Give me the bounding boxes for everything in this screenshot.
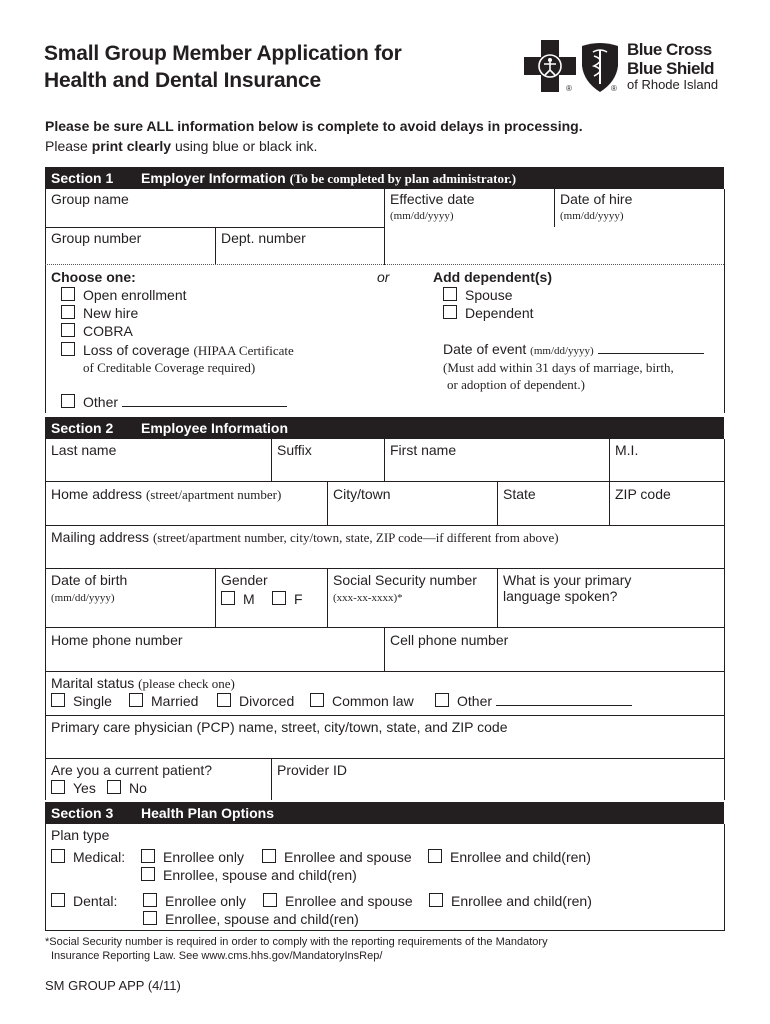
add-dependents-label: Add dependent(s) [433, 269, 552, 285]
loss-of-coverage-checkbox[interactable]: Loss of coverage (HIPAA Certificate [61, 342, 294, 359]
spouse-checkbox[interactable]: Spouse [443, 287, 512, 303]
state-field[interactable]: State [503, 486, 536, 502]
gender-f-checkbox[interactable]: F [272, 591, 303, 607]
or-label: or [377, 269, 390, 285]
date-of-event-field[interactable]: Date of event (mm/dd/yyyy) [443, 341, 704, 357]
ssn-hint: (xxx-xx-xxxx)* [333, 592, 403, 604]
gender-label: Gender [221, 572, 268, 588]
other-checkbox[interactable]: Other [61, 394, 287, 410]
medical-checkbox[interactable]: Medical: [51, 849, 125, 865]
hipaa-note: of Creditable Coverage required) [83, 360, 256, 375]
must-add-note-1: (Must add within 31 days of marriage, birth, [443, 360, 674, 375]
marital-divorced-checkbox[interactable]: Divorced [217, 693, 294, 709]
current-patient-yes-checkbox[interactable]: Yes [51, 780, 96, 796]
notice-complete: Please be sure ALL information below is complete to avoid delays in processing. [45, 118, 583, 134]
date-of-birth-field[interactable]: Date of birth [51, 572, 128, 588]
dental-enrollee-children-checkbox[interactable]: Enrollee and child(ren) [429, 893, 592, 909]
dental-enrollee-spouse-checkbox[interactable]: Enrollee and spouse [263, 893, 413, 909]
medical-enrollee-children-checkbox[interactable]: Enrollee and child(ren) [428, 849, 591, 865]
dept-number-field[interactable]: Dept. number [221, 230, 306, 246]
last-name-field[interactable]: Last name [51, 442, 117, 458]
marital-status-label: Marital status (please check one) [51, 675, 235, 691]
date-of-hire-hint: (mm/dd/yyyy) [560, 210, 624, 222]
suffix-field[interactable]: Suffix [277, 442, 312, 458]
provider-id-field[interactable]: Provider ID [277, 762, 348, 778]
dental-enrollee-spouse-children-checkbox[interactable]: Enrollee, spouse and child(ren) [143, 911, 359, 927]
marital-other-checkbox[interactable]: Other [435, 693, 632, 709]
form-title: Small Group Member Application for Health and Dental Insurance [44, 42, 402, 92]
registered-mark-2: ® [611, 84, 617, 93]
mailing-address-field[interactable]: Mailing address (street/apartment number, city/town, state, ZIP code—if different from above) [51, 529, 559, 545]
logo-wordmark: Blue Cross Blue Shield [627, 40, 715, 78]
logo-subtitle: of Rhode Island [627, 77, 719, 92]
mi-field[interactable]: M.I. [615, 442, 639, 458]
current-patient-label: Are you a current patient? [51, 762, 213, 778]
marital-single-checkbox[interactable]: Single [51, 693, 112, 709]
dependent-checkbox[interactable]: Dependent [443, 305, 534, 321]
first-name-field[interactable]: First name [390, 442, 457, 458]
medical-enrollee-spouse-checkbox[interactable]: Enrollee and spouse [262, 849, 412, 865]
must-add-note-2: or adoption of dependent.) [447, 377, 585, 392]
cobra-checkbox[interactable]: COBRA [61, 323, 133, 339]
dental-enrollee-only-checkbox[interactable]: Enrollee only [143, 893, 246, 909]
zip-code-field[interactable]: ZIP code [615, 486, 671, 502]
medical-enrollee-spouse-children-checkbox[interactable]: Enrollee, spouse and child(ren) [141, 867, 357, 883]
pcp-field[interactable]: Primary care physician (PCP) name, street, city/town, state, and ZIP code [51, 719, 508, 735]
form-id: SM GROUP APP (4/11) [45, 978, 181, 993]
plan-type-label: Plan type [51, 827, 110, 843]
effective-date-field[interactable]: Effective date [390, 191, 475, 207]
group-number-field[interactable]: Group number [51, 230, 142, 246]
group-name-field[interactable]: Group name [51, 191, 129, 207]
open-enrollment-checkbox[interactable]: Open enrollment [61, 287, 187, 303]
section3-header: Section 3 Health Plan Options [45, 802, 724, 824]
ssn-field[interactable]: Social Security number [333, 572, 477, 588]
marital-married-checkbox[interactable]: Married [129, 693, 198, 709]
section2-header: Section 2 Employee Information [45, 417, 724, 439]
home-phone-field[interactable]: Home phone number [51, 632, 183, 648]
city-town-field[interactable]: City/town [333, 486, 391, 502]
current-patient-no-checkbox[interactable]: No [107, 780, 147, 796]
home-address-field[interactable]: Home address (street/apartment number) [51, 486, 282, 502]
choose-one-label: Choose one: [51, 269, 136, 285]
primary-language-field[interactable]: What is your primary language spoken? [503, 572, 632, 604]
ssn-footnote: *Social Security number is required in order to comply with the reporting requirements of the Mandatory Insurance Reporting Law. See www.cms.hhs.gov/MandatoryInsRep/ [45, 936, 548, 962]
registered-mark: ® [566, 84, 572, 93]
notice-print: Please print clearly using blue or black ink. [45, 138, 318, 154]
effective-date-hint: (mm/dd/yyyy) [390, 210, 454, 222]
dental-checkbox[interactable]: Dental: [51, 893, 117, 909]
gender-m-checkbox[interactable]: M [221, 591, 255, 607]
dob-hint: (mm/dd/yyyy) [51, 592, 115, 604]
cell-phone-field[interactable]: Cell phone number [390, 632, 509, 648]
new-hire-checkbox[interactable]: New hire [61, 305, 138, 321]
medical-enrollee-only-checkbox[interactable]: Enrollee only [141, 849, 244, 865]
section1-header: Section 1 Employer Information (To be completed by plan administrator.) [45, 167, 724, 189]
date-of-hire-field[interactable]: Date of hire [560, 191, 633, 207]
marital-common-law-checkbox[interactable]: Common law [310, 693, 414, 709]
